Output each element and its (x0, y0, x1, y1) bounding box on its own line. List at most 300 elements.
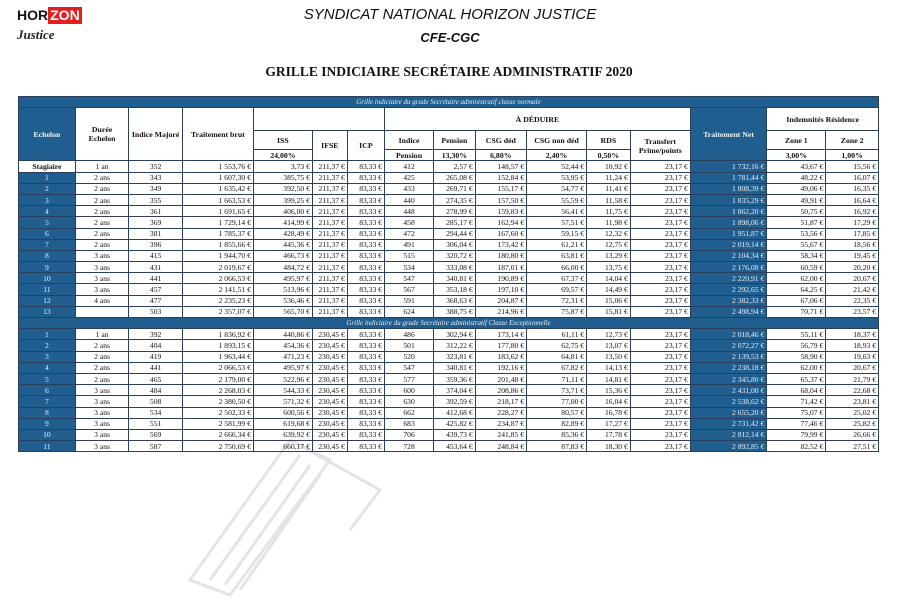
table-cell: 441 (129, 273, 183, 284)
table-cell: 66,00 € (526, 262, 586, 273)
table-row (19, 183, 879, 194)
table-cell: 501 (384, 340, 433, 351)
header-pension-rate: 13,30% (434, 150, 476, 161)
table-cell: 230,45 € (312, 362, 347, 373)
table-cell: 454,36 € (253, 340, 312, 351)
table-row (19, 217, 879, 228)
table-cell: 59,15 € (526, 228, 586, 239)
table-cell: 57,51 € (526, 217, 586, 228)
table-cell: 87,83 € (526, 441, 586, 452)
table-cell: 662 (384, 407, 433, 418)
table-cell: 1 781,44 € (690, 172, 766, 183)
table-cell: 15,36 € (587, 385, 631, 396)
table-cell: 157,50 € (475, 194, 526, 205)
table-cell: 683 (384, 418, 433, 429)
table-cell: 388,75 € (434, 306, 476, 317)
table-cell: 302,94 € (434, 329, 476, 340)
table-row (19, 351, 879, 362)
table-cell: 3 ans (75, 441, 129, 452)
table-cell: 6 (19, 385, 76, 396)
table-cell: 23,17 € (630, 340, 690, 351)
header-ifse: IFSE (312, 131, 347, 161)
table-cell: 1 963,44 € (182, 351, 253, 362)
header-traitement-net: Traitement Net (690, 108, 766, 161)
header-iss-rate: 24,00% (253, 150, 312, 161)
table-cell: 69,57 € (526, 284, 586, 295)
table-cell: 8 (19, 250, 76, 261)
table-cell: 241,85 € (475, 429, 526, 440)
table-cell: 1 (19, 172, 76, 183)
table-cell: 64,25 € (767, 284, 826, 295)
table-cell: 2 179,00 € (182, 373, 253, 384)
table-cell: 18,56 € (826, 239, 879, 250)
table-cell: 2 502,33 € (182, 407, 253, 418)
table-cell: 83,33 € (347, 206, 384, 217)
header-csg-ded-rate: 6,80% (475, 150, 526, 161)
table-cell: 77,46 € (767, 418, 826, 429)
table-cell: 2 538,62 € (690, 396, 766, 407)
table-cell: 630 (384, 396, 433, 407)
table-cell: 85,36 € (526, 429, 586, 440)
table-cell: 148,57 € (475, 161, 526, 172)
table-cell: 16,35 € (826, 183, 879, 194)
table-cell: 23,17 € (630, 407, 690, 418)
table-cell: 2 (19, 183, 76, 194)
table-cell: 2 ans (75, 172, 129, 183)
table-cell: 12 (19, 295, 76, 306)
table-cell: 248,84 € (475, 441, 526, 452)
table-cell: 1 862,20 € (690, 206, 766, 217)
header-indice-majore: Indice Majoré (129, 108, 183, 161)
table-cell: 180,80 € (475, 250, 526, 261)
table-cell: 2 ans (75, 183, 129, 194)
table-cell: 211,37 € (312, 194, 347, 205)
table-cell: 471,23 € (253, 351, 312, 362)
table-cell: 352 (129, 161, 183, 172)
table-cell: 1 836,92 € (182, 329, 253, 340)
table-cell: 15,56 € (826, 161, 879, 172)
table-cell: 83,33 € (347, 295, 384, 306)
table-cell: 55,11 € (767, 329, 826, 340)
table-cell: 201,48 € (475, 373, 526, 384)
table-cell: 9 (19, 262, 76, 273)
table-cell: 2 220,91 € (690, 273, 766, 284)
table-cell: 83,33 € (347, 396, 384, 407)
table-cell: 1 an (75, 161, 129, 172)
table-cell: 439,73 € (434, 429, 476, 440)
table-cell: 23,17 € (630, 228, 690, 239)
table-cell: 495,97 € (253, 362, 312, 373)
table-cell: 9 (19, 418, 76, 429)
table-cell: 65,37 € (767, 373, 826, 384)
table-cell: 230,45 € (312, 329, 347, 340)
table-cell: 230,45 € (312, 340, 347, 351)
table-cell: 551 (129, 418, 183, 429)
table-cell: 83,33 € (347, 217, 384, 228)
table-cell: 72,31 € (526, 295, 586, 306)
table-cell: 83,33 € (347, 262, 384, 273)
table-cell: 230,45 € (312, 429, 347, 440)
table-cell: 619,68 € (253, 418, 312, 429)
table-cell: 58,34 € (767, 250, 826, 261)
table-cell: 396 (129, 239, 183, 250)
table-cell: 17,27 € (587, 418, 631, 429)
table-cell: 1 635,42 € (182, 183, 253, 194)
header-indice-sub: Pension (384, 150, 433, 161)
table-cell: 26,66 € (826, 429, 879, 440)
table-cell: 1 835,29 € (690, 194, 766, 205)
table-cell: 8 (19, 407, 76, 418)
table-cell: 2 (19, 340, 76, 351)
table-cell: 211,37 € (312, 228, 347, 239)
table-cell: 2 141,51 € (182, 284, 253, 295)
table-cell: 70,71 € (767, 306, 826, 317)
table-cell: 624 (384, 306, 433, 317)
table-cell: 23,17 € (630, 396, 690, 407)
table-cell: 547 (384, 362, 433, 373)
table-cell: 230,45 € (312, 385, 347, 396)
table-cell: 53,95 € (526, 172, 586, 183)
table-cell (75, 306, 129, 317)
table-cell: 64,81 € (526, 351, 586, 362)
table-cell: 14,04 € (587, 273, 631, 284)
table-cell: 83,33 € (347, 273, 384, 284)
table-cell: 10,92 € (587, 161, 631, 172)
table-cell: 83,33 € (347, 284, 384, 295)
section-title-exceptionnelle: Grille indiciaire du grade Secrétaire administratif Classe Exceptionnelle (19, 318, 879, 329)
table-cell: 83,33 € (347, 362, 384, 373)
table-cell: 3 ans (75, 250, 129, 261)
section1-body (19, 161, 879, 318)
table-cell: 55,59 € (526, 194, 586, 205)
table-cell: 2 581,99 € (182, 418, 253, 429)
table-cell: 83,33 € (347, 373, 384, 384)
table-cell: 513,96 € (253, 284, 312, 295)
table-cell: 230,45 € (312, 418, 347, 429)
table-cell: 2 176,08 € (690, 262, 766, 273)
table-cell: 419 (129, 351, 183, 362)
table-cell: 2 ans (75, 217, 129, 228)
table-cell: 577 (384, 373, 433, 384)
table-cell: 4 (19, 206, 76, 217)
table-cell: 23,17 € (630, 194, 690, 205)
header-rds: RDS (587, 131, 631, 150)
table-cell: 544,33 € (253, 385, 312, 396)
table-cell: 320,72 € (434, 250, 476, 261)
table-cell: 211,37 € (312, 183, 347, 194)
table-cell: 457 (129, 284, 183, 295)
table-cell: 211,37 € (312, 161, 347, 172)
table-cell: 2 104,34 € (690, 250, 766, 261)
table-cell: 448 (384, 206, 433, 217)
table-cell: 428,49 € (253, 228, 312, 239)
table-cell: 412 (384, 161, 433, 172)
table-cell: 183,62 € (475, 351, 526, 362)
table-cell: 508 (129, 396, 183, 407)
table-cell: 1 663,53 € (182, 194, 253, 205)
table-cell: 155,17 € (475, 183, 526, 194)
table-cell: 3 ans (75, 429, 129, 440)
table-row (19, 295, 879, 306)
table-cell: 600 (384, 385, 433, 396)
table-cell: 353,18 € (434, 284, 476, 295)
table-cell: 361 (129, 206, 183, 217)
table-cell: 14,81 € (587, 373, 631, 384)
table-cell: 79,99 € (767, 429, 826, 440)
table-cell: 11,41 € (587, 183, 631, 194)
table-cell: 211,37 € (312, 284, 347, 295)
table-cell: 1 855,66 € (182, 239, 253, 250)
header-pension: Pension (434, 131, 476, 150)
table-cell: 1 898,06 € (690, 217, 766, 228)
table-cell: 2 268,03 € (182, 385, 253, 396)
table-cell: 214,96 € (475, 306, 526, 317)
table-cell: 534 (384, 262, 433, 273)
table-cell: 83,33 € (347, 194, 384, 205)
table-cell: 392,59 € (434, 396, 476, 407)
table-cell: 211,37 € (312, 306, 347, 317)
header-csg-ded: CSG déd (475, 131, 526, 150)
table-cell: 83,33 € (347, 340, 384, 351)
table-cell: 204,87 € (475, 295, 526, 306)
table-cell: 484 (129, 385, 183, 396)
table-cell: 11,98 € (587, 217, 631, 228)
table-cell: 19,63 € (826, 351, 879, 362)
table-cell: 83,33 € (347, 306, 384, 317)
table-cell: 230,45 € (312, 373, 347, 384)
table-cell: 211,37 € (312, 206, 347, 217)
table-cell: 415 (129, 250, 183, 261)
table-cell: 17,29 € (826, 217, 879, 228)
table-cell: 414,99 € (253, 217, 312, 228)
table-cell: 2 139,53 € (690, 351, 766, 362)
table-cell: 465 (129, 373, 183, 384)
table-cell: 1 an (75, 329, 129, 340)
table-row (19, 172, 879, 183)
table-cell: 374,04 € (434, 385, 476, 396)
table-cell: 83,33 € (347, 250, 384, 261)
table-cell: 486 (384, 329, 433, 340)
table-cell: 13 (19, 306, 76, 317)
table-cell: 83,33 € (347, 385, 384, 396)
table-cell: 23,81 € (826, 396, 879, 407)
table-cell: 587 (129, 441, 183, 452)
table-row (19, 206, 879, 217)
table-cell: 7 (19, 239, 76, 250)
header-csg-non-ded: CSG non déd (526, 131, 586, 150)
table-cell: 495,97 € (253, 273, 312, 284)
table-cell: 323,81 € (434, 351, 476, 362)
table-cell: 43,67 € (767, 161, 826, 172)
table-cell: 13,75 € (587, 262, 631, 273)
table-cell: 706 (384, 429, 433, 440)
table-row (19, 262, 879, 273)
header-iss: ISS (253, 131, 312, 150)
table-cell: 23,17 € (630, 418, 690, 429)
table-cell: 82,52 € (767, 441, 826, 452)
table-cell: 197,10 € (475, 284, 526, 295)
table-cell: 62,00 € (767, 362, 826, 373)
table-cell: Stagiaire (19, 161, 76, 172)
table-cell: 23,17 € (630, 429, 690, 440)
table-cell: 453,64 € (434, 441, 476, 452)
header-duree: Durée Echelon (75, 108, 129, 161)
table-cell: 2 731,42 € (690, 418, 766, 429)
table-cell: 49,06 € (767, 183, 826, 194)
table-cell: 440,86 € (253, 329, 312, 340)
table-row (19, 418, 879, 429)
table-cell: 3 ans (75, 396, 129, 407)
table-cell: 285,17 € (434, 217, 476, 228)
table-row (19, 441, 879, 452)
table-cell: 6 (19, 228, 76, 239)
table-cell: 14,13 € (587, 362, 631, 373)
union-name: CFE-CGC (420, 30, 480, 45)
table-cell: 2 812,14 € (690, 429, 766, 440)
header-zone2-rate: 1,00% (826, 150, 879, 161)
table-cell: 412,68 € (434, 407, 476, 418)
table-cell: 61,21 € (526, 239, 586, 250)
table-cell: 162,94 € (475, 217, 526, 228)
table-cell: 2 072,27 € (690, 340, 766, 351)
table-cell: 82,89 € (526, 418, 586, 429)
table-cell: 728 (384, 441, 433, 452)
table-row (19, 396, 879, 407)
header-indice: Indice (384, 131, 433, 150)
table-cell: 208,86 € (475, 385, 526, 396)
table-row (19, 373, 879, 384)
table-cell: 234,87 € (475, 418, 526, 429)
table-cell: 2 018,46 € (690, 329, 766, 340)
table-cell: 534 (129, 407, 183, 418)
table-cell: 173,42 € (475, 239, 526, 250)
header-icp: ICP (347, 131, 384, 161)
table-cell: 2 ans (75, 373, 129, 384)
table-cell: 515 (384, 250, 433, 261)
table-cell: 343 (129, 172, 183, 183)
table-cell: 16,64 € (826, 194, 879, 205)
section2-body (19, 329, 879, 452)
table-cell: 591 (384, 295, 433, 306)
table-cell: 20,20 € (826, 262, 879, 273)
table-row (19, 385, 879, 396)
table-cell: 294,44 € (434, 228, 476, 239)
table-cell: 3 ans (75, 418, 129, 429)
table-cell: 12,32 € (587, 228, 631, 239)
table-cell: 2 357,07 € (182, 306, 253, 317)
table-cell: 54,77 € (526, 183, 586, 194)
table-cell: 11,75 € (587, 206, 631, 217)
table-cell: 477 (129, 295, 183, 306)
table-cell: 173,14 € (475, 329, 526, 340)
table-cell: 16,78 € (587, 407, 631, 418)
table-cell: 211,37 € (312, 250, 347, 261)
table-cell: 75,07 € (767, 407, 826, 418)
table-cell: 571,32 € (253, 396, 312, 407)
table-cell: 13,07 € (587, 340, 631, 351)
header-traitement-brut: Traitement brut (182, 108, 253, 161)
table-row (19, 228, 879, 239)
table-cell: 18,30 € (587, 441, 631, 452)
table-cell: 1 732,16 € (690, 161, 766, 172)
table-cell: 22,35 € (826, 295, 879, 306)
table-cell: 58,90 € (767, 351, 826, 362)
table-cell: 2 066,53 € (182, 273, 253, 284)
table-cell: 23,17 € (630, 295, 690, 306)
table-cell: 2 066,53 € (182, 362, 253, 373)
table-cell: 77,00 € (526, 396, 586, 407)
table-cell: 23,17 € (630, 329, 690, 340)
table-cell: 2 382,33 € (690, 295, 766, 306)
table-cell: 458 (384, 217, 433, 228)
table-cell: 522,96 € (253, 373, 312, 384)
table-cell: 660,17 € (253, 441, 312, 452)
table-cell: 211,37 € (312, 239, 347, 250)
table-cell: 2 292,65 € (690, 284, 766, 295)
table-cell: 18,37 € (826, 329, 879, 340)
table-cell: 12,75 € (587, 239, 631, 250)
table-cell: 1 691,65 € (182, 206, 253, 217)
table-cell: 16,92 € (826, 206, 879, 217)
table-cell: 4 ans (75, 295, 129, 306)
table-cell: 20,67 € (826, 362, 879, 373)
table-cell: 4 (19, 362, 76, 373)
table-cell: 10 (19, 429, 76, 440)
table-cell: 5 (19, 373, 76, 384)
table-cell: 278,99 € (434, 206, 476, 217)
table-cell: 211,37 € (312, 172, 347, 183)
table-cell: 484,72 € (253, 262, 312, 273)
table-row (19, 306, 879, 317)
table-cell: 23,17 € (630, 306, 690, 317)
table-row (19, 429, 879, 440)
salary-grid-table (18, 96, 879, 452)
table-cell: 23,17 € (630, 273, 690, 284)
table-cell: 211,37 € (312, 217, 347, 228)
table-cell: 25,82 € (826, 418, 879, 429)
table-cell: 639,92 € (253, 429, 312, 440)
table-cell: 50,75 € (767, 206, 826, 217)
table-cell: 2 666,34 € (182, 429, 253, 440)
table-cell: 340,81 € (434, 273, 476, 284)
table-cell: 62,75 € (526, 340, 586, 351)
table-cell: 55,67 € (767, 239, 826, 250)
table-cell: 2 ans (75, 351, 129, 362)
table-cell: 71,11 € (526, 373, 586, 384)
table-cell: 3 ans (75, 273, 129, 284)
table-cell: 269,71 € (434, 183, 476, 194)
table-cell: 2 238,18 € (690, 362, 766, 373)
table-cell: 16,07 € (826, 172, 879, 183)
table-row (19, 194, 879, 205)
table-cell: 23,17 € (630, 373, 690, 384)
table-cell: 228,27 € (475, 407, 526, 418)
table-cell: 2 ans (75, 239, 129, 250)
table-cell: 67,82 € (526, 362, 586, 373)
header-csg-non-ded-rate: 2,40% (526, 150, 586, 161)
table-row (19, 273, 879, 284)
table-cell: 27,51 € (826, 441, 879, 452)
table-cell: 67,37 € (526, 273, 586, 284)
table-cell: 61,11 € (526, 329, 586, 340)
table-cell: 23,17 € (630, 351, 690, 362)
logo-subtitle: Justice (17, 27, 55, 42)
table-cell: 441 (129, 362, 183, 373)
table-cell: 2 345,80 € (690, 373, 766, 384)
logo-text-red: ZON (50, 7, 80, 23)
table-cell: 56,79 € (767, 340, 826, 351)
section-title-normal: Grille indiciaire du grade Secrétaire administratif classe normale (19, 97, 879, 108)
